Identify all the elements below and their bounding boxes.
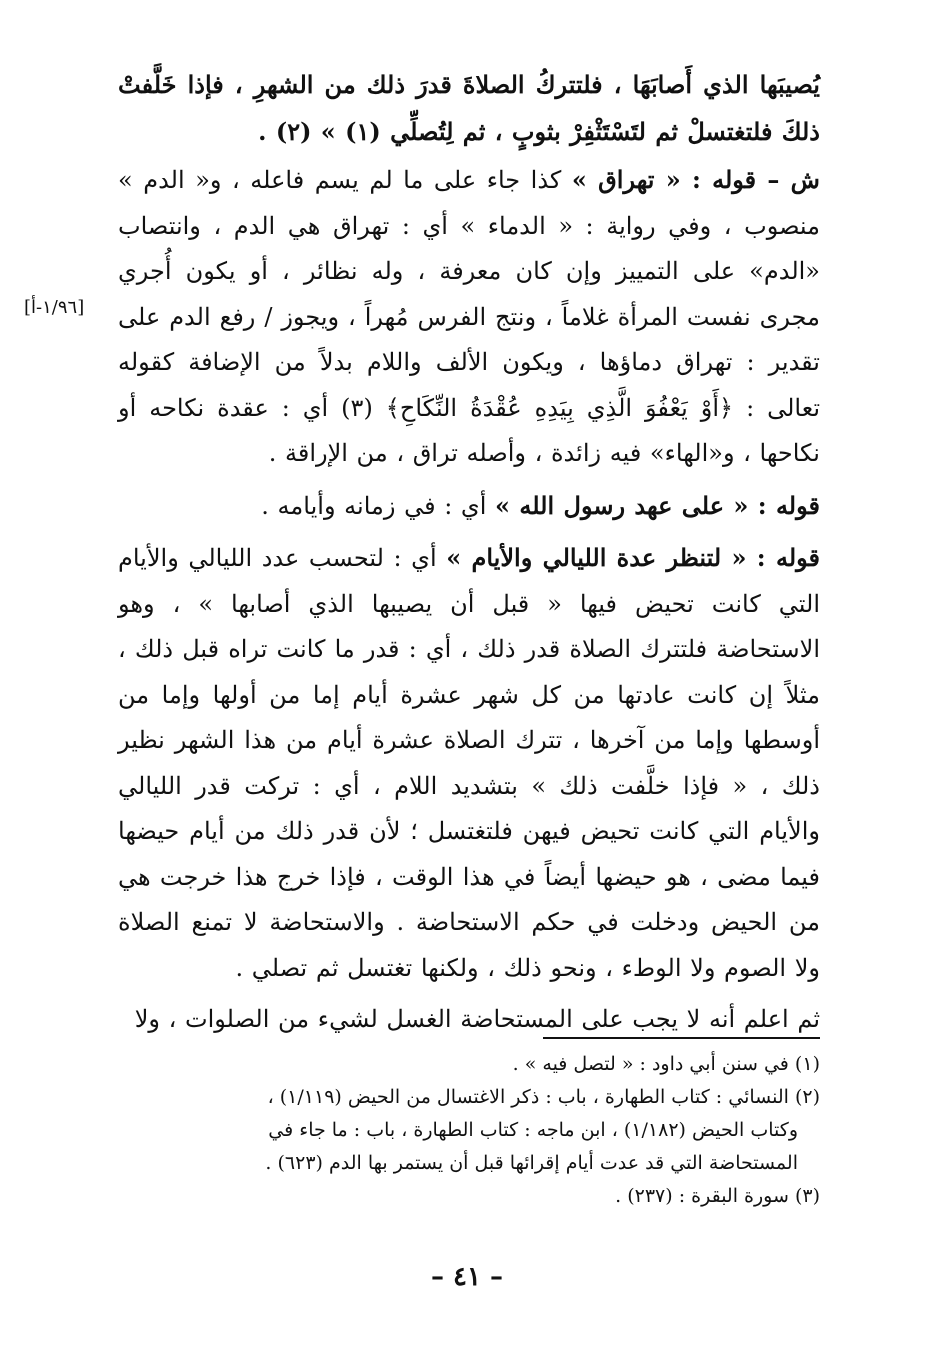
- footnote-3: (٣) سورة البقرة : (٢٣٧) .: [615, 1185, 820, 1207]
- paragraph-tuhraq: [118, 157, 820, 477]
- paragraph-lead: قوله : « على عهد رسول الله »: [495, 490, 820, 520]
- footnotes: [118, 1048, 820, 1213]
- footnote-2: (٢) النسائي : كتاب الطهارة ، باب : ذكر الاغتسال من الحيض (١/١١٩) ،: [267, 1086, 820, 1108]
- main-text: [118, 62, 820, 1043]
- paragraph-thumma: [118, 997, 820, 1043]
- paragraph-text: كذا جاء على ما لم يسم فاعله ، و« الدم » منصوب ، وفي رواية : « الدماء » أي : تهراق هي الدم ، وانتصاب «الدم» على التمييز وإن كان معرفة ، وله نظائر ، أو يكون أُجري مجرى نفست المرأة غلاماً ، ونتج الفرس مُهراً ، ويجوز / رفع الدم على تقدير : تهراق دماؤها ، ويكون الألف واللام بدلاً من الإضافة كقوله تعالى : ﴿أَوْ يَعْفُوَ الَّذِي بِيَدِهِ عُقْدَةُ النِّكَاحِ﴾ (٣) أي : عقدة نكاحه أو نكاحها ، و«الهاء» فيه زائدة ، وأصله تراق ، من الإراقة .: [118, 166, 820, 467]
- paragraph-lead: ش – قوله : « تهراق »: [571, 165, 820, 194]
- footnote-2-cont: المستحاضة التي قد عدت أيام إقرائها قبل أن يستمر بها الدم (٦٢٣) .: [265, 1152, 798, 1174]
- footnote-2-cont: وكتاب الحيض (١/١٨٢) ، ابن ماجه : كتاب الطهارة ، باب : ما جاء في: [268, 1119, 798, 1141]
- paragraph-lead: قوله : « لتنظر عدة الليالي والأيام »: [446, 543, 821, 572]
- paragraph-ahd: [118, 483, 820, 530]
- paragraph-litandhur: [118, 535, 820, 991]
- footnote-1: (١) في سنن أبي داود : « لتصل فيه » .: [512, 1053, 820, 1075]
- paragraph-text: يُصيبَها الذي أَصابَهَا ، فلتتركُ الصلاةَ قدرَ ذلك من الشهرِ ، فإذا خَلَّفتْ ذلكَ فلتغتسلْ ثم لتَسْتَثْفِرْ بثوبٍ ، ثم لِتُصلِّي (١) » (٢) .: [118, 70, 820, 146]
- footnote-divider: [543, 1037, 820, 1039]
- manuscript-folio-note: [١/٩٦-أ]: [24, 297, 85, 318]
- paragraph-text: أي : لتحسب عدد الليالي والأيام التي كانت تحيض فيها « قبل أن يصيبها الذي أصابها » ، وهو الاستحاضة فلتترك الصلاة قدر ذلك ، أي : قدر ما كانت تراه قبل ذلك ، مثلاً إن كانت عادتها من كل شهر عشرة أيام إما من أولها وإما من أوسطها وإما من آخرها ، تترك الصلاة عشرة أيام من هذا الشهر نظير ذلك ، « فإذا خلَّفت ذلك » بتشديد اللام ، أي : تركت قدر الليالي والأيام التي كانت تحيض فيهن فلتغتسل ؛ لأن قدر ذلك من أيام حيضها فيما مضى ، هو حيضها أيضاً في هذا الوقت ، فإذا خرج هذا خرجت هي من الحيض ودخلت في حكم الاستحاضة . والاستحاضة لا تمنع الصلاة ولا الصوم ولا الوطء ، ونحو ذلك ، ولكنها تغتسل ثم تصلي .: [118, 544, 820, 982]
- page-number: – ٤١ –: [430, 1262, 504, 1292]
- paragraph-text: أي : في زمانه وأيامه .: [261, 491, 487, 520]
- paragraph-hadith-end: [118, 62, 820, 155]
- paragraph-text: ثم اعلم أنه لا يجب على المستحاضة الغسل لشيء من الصلوات ، ولا: [134, 1005, 820, 1033]
